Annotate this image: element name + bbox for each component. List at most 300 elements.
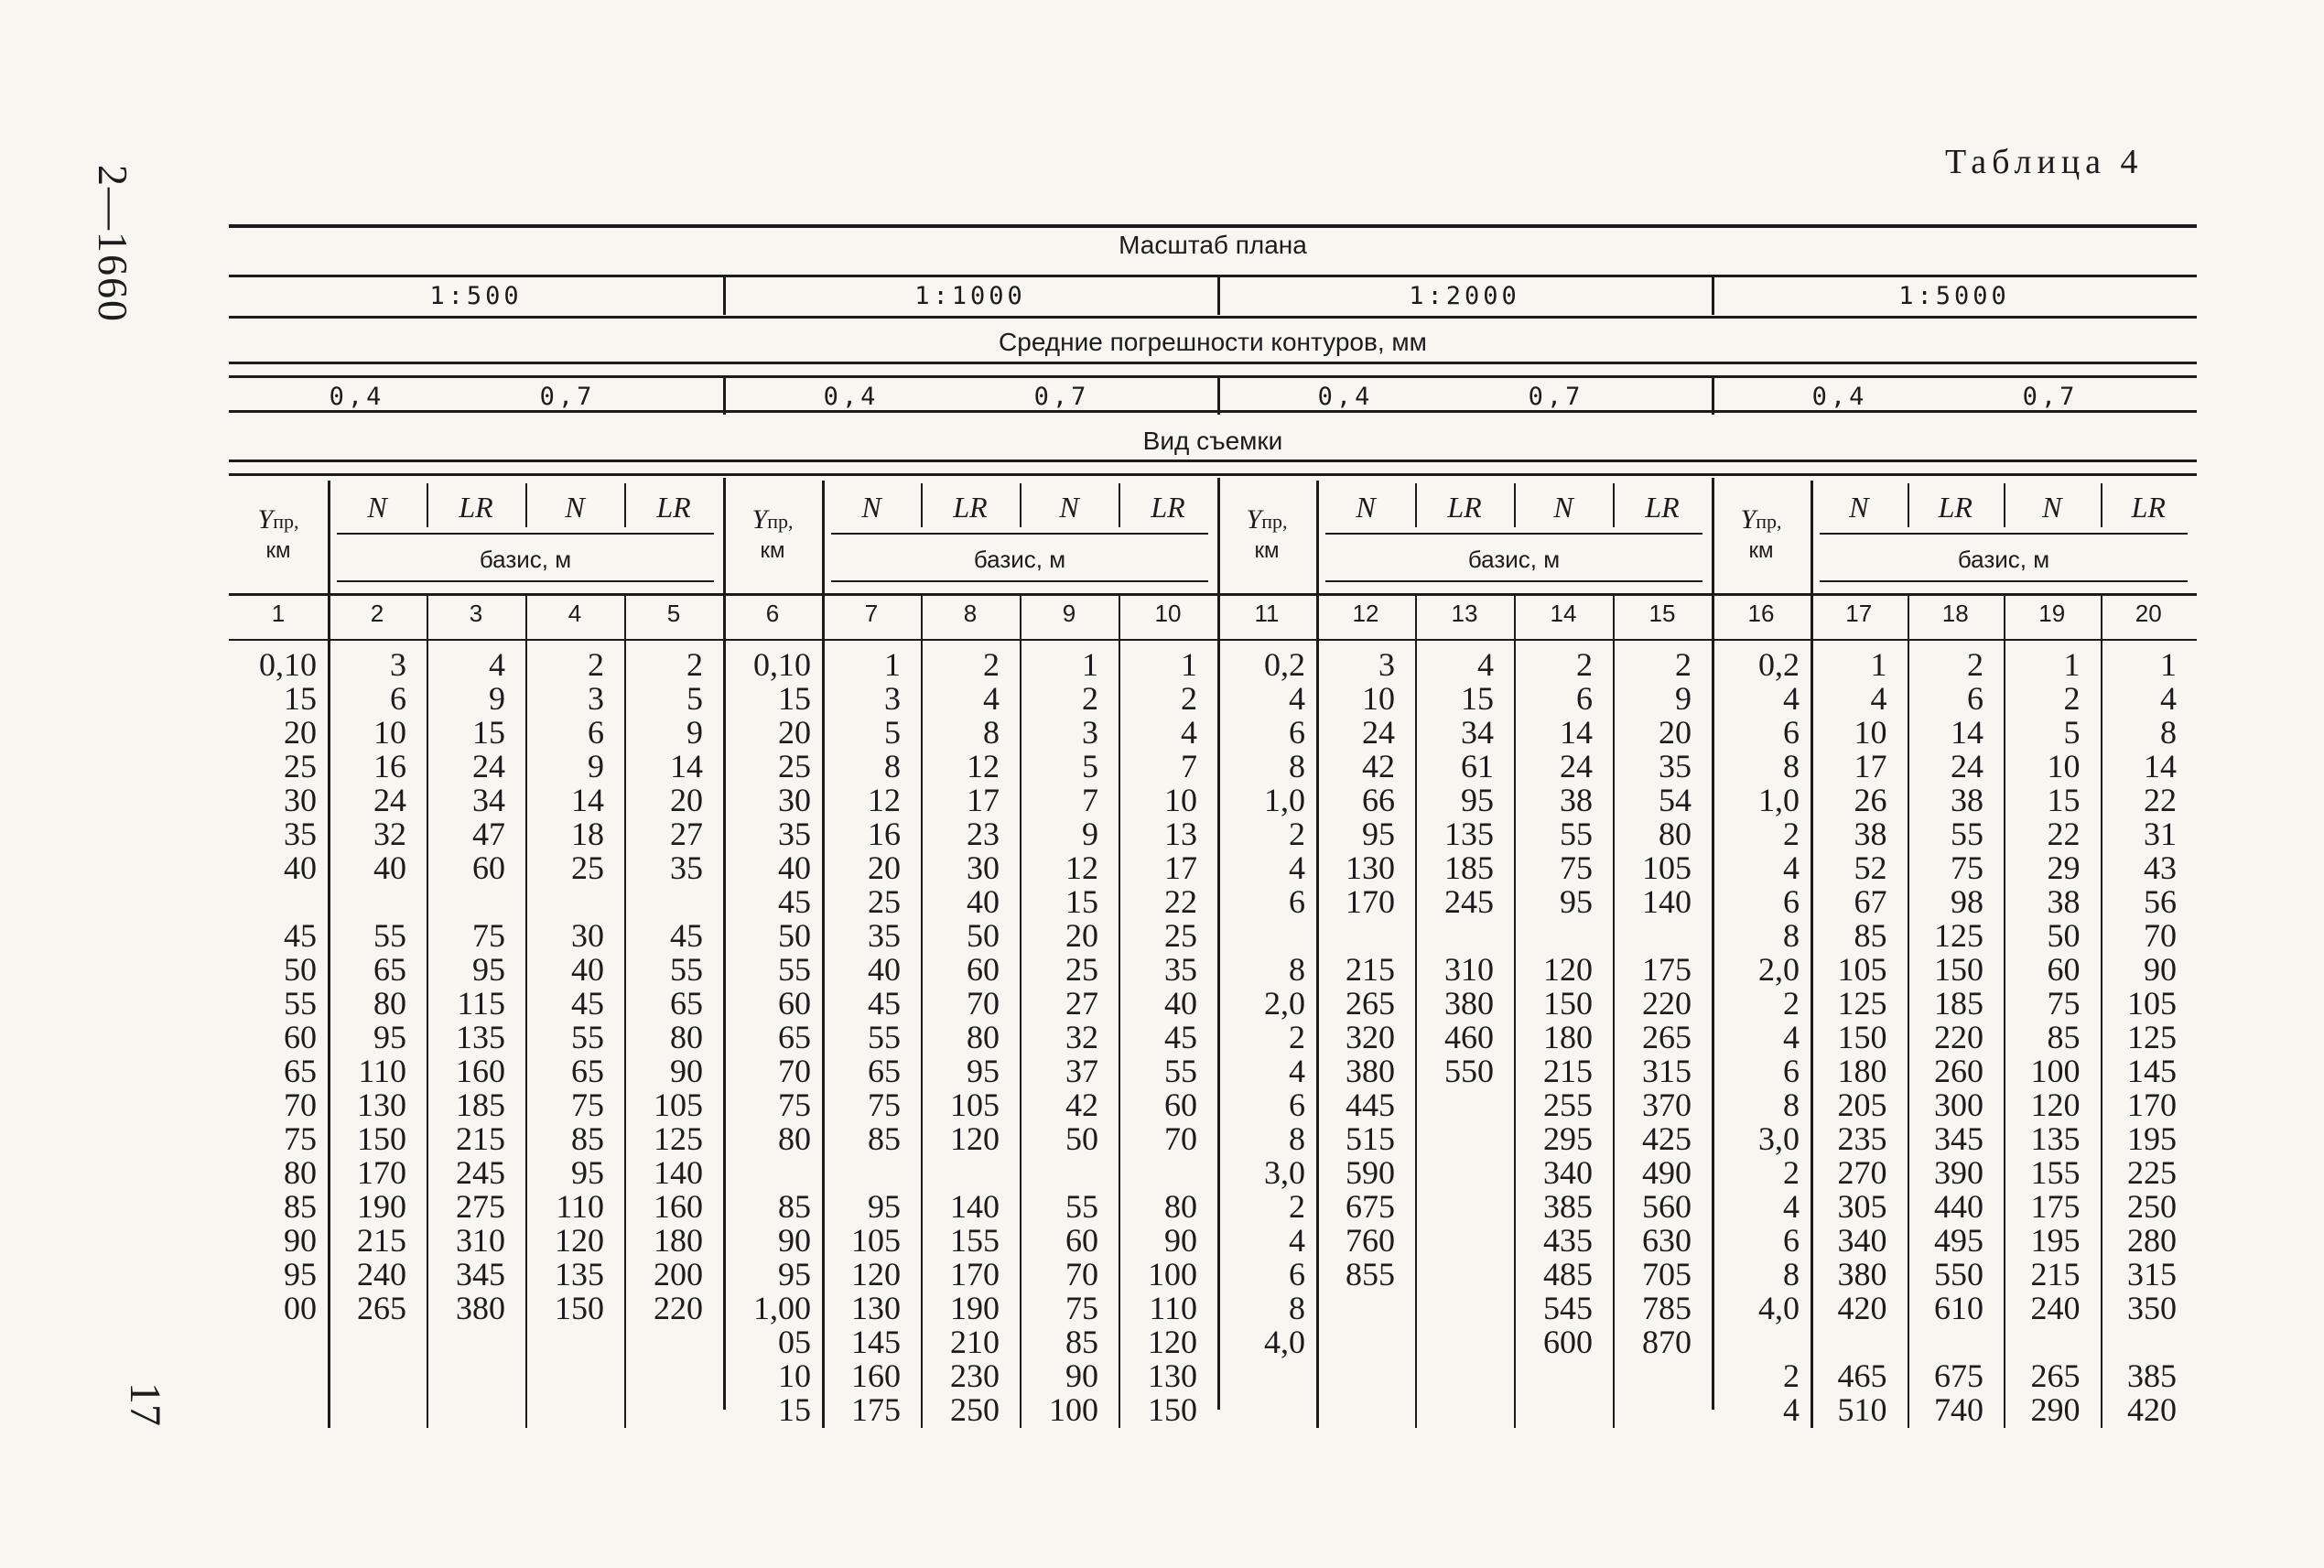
- table-cell: 215: [1543, 1053, 1593, 1089]
- table-cell: 305: [1837, 1188, 1887, 1225]
- table-cell: 740: [1934, 1391, 1984, 1428]
- table-cell: 485: [1543, 1256, 1593, 1292]
- table-cell: 4: [1783, 680, 1800, 717]
- table-cell: 20: [284, 714, 317, 751]
- table-cell: 14: [1951, 714, 1984, 751]
- table-cell: 1: [884, 646, 901, 683]
- table-cell: 95: [1560, 883, 1593, 920]
- table-cell: 6: [1783, 714, 1800, 751]
- basis-rule: [831, 533, 1208, 535]
- table-cell: 1: [2063, 646, 2081, 683]
- table-cell: 6: [1967, 680, 1984, 717]
- table-cell: 70: [1164, 1120, 1197, 1157]
- table-cell: 50: [967, 917, 1000, 954]
- table-cell: 2: [1289, 1188, 1305, 1225]
- table-cell: 10: [1362, 680, 1395, 717]
- table-cell: 40: [1164, 985, 1197, 1022]
- table-cell: 5: [884, 714, 901, 751]
- table-cell: 40: [373, 849, 406, 886]
- table-cell: 5: [1082, 748, 1098, 784]
- table-cell: 42: [1362, 748, 1395, 784]
- table-cell: 8: [884, 748, 901, 784]
- table-cell: 45: [284, 917, 317, 954]
- table-cell: 38: [2047, 883, 2081, 920]
- table-cell: 35: [778, 816, 811, 852]
- table-cell: 6: [1289, 1256, 1305, 1292]
- table-cell: 610: [1934, 1290, 1984, 1326]
- table-cell: [525, 885, 604, 919]
- table-cell: 25: [778, 748, 811, 784]
- y-label: Y: [1740, 504, 1757, 535]
- table-cell: 34: [1461, 714, 1494, 751]
- table-cell: 6: [1289, 714, 1305, 751]
- table-cell: 30: [778, 782, 811, 818]
- table-cell: 17: [967, 782, 1000, 818]
- survey-type-label: N: [1356, 491, 1376, 524]
- horizontal-rule: [229, 316, 2197, 319]
- table-cell: 1,0: [1264, 782, 1305, 818]
- table-cell: 8: [1289, 1120, 1305, 1157]
- column-number: 12: [1352, 600, 1379, 627]
- table-cell: 80: [1164, 1188, 1197, 1225]
- table-cell: 190: [950, 1290, 1000, 1326]
- table-cell: [328, 1325, 406, 1359]
- y-column: [1712, 648, 1800, 1427]
- table-cell: 2: [1783, 1357, 1800, 1394]
- horizontal-rule: [229, 473, 2197, 476]
- table-cell: 135: [555, 1256, 604, 1292]
- error-value: 0,4: [1317, 383, 1374, 411]
- table-cell: 15: [1065, 883, 1098, 920]
- table-cell: 14: [2144, 748, 2177, 784]
- column-number: 8: [963, 600, 978, 627]
- column-divider: [2101, 483, 2102, 527]
- table-cell: 240: [2030, 1290, 2081, 1326]
- table-cell: 150: [1543, 985, 1593, 1022]
- table-cell: [229, 1359, 317, 1393]
- table-cell: [525, 1359, 604, 1393]
- table-cell: 90: [2144, 951, 2177, 988]
- table-cell: 870: [1642, 1324, 1692, 1360]
- survey-type-label: N: [2042, 491, 2062, 524]
- table-cell: 31: [2144, 816, 2177, 852]
- table-cell: [1316, 1292, 1395, 1325]
- table-cell: 32: [373, 816, 406, 852]
- survey-type-label: N: [565, 491, 585, 524]
- table-cell: 20: [1659, 714, 1692, 751]
- column-number: 6: [765, 600, 780, 627]
- basis-label: базис, м: [479, 546, 572, 573]
- column-divider: [624, 483, 626, 527]
- table-cell: 23: [967, 816, 1000, 852]
- column-number: 10: [1154, 600, 1182, 627]
- table-cell: 190: [357, 1188, 406, 1225]
- table-cell: 2: [983, 646, 1000, 683]
- survey-type-label: LR: [2131, 491, 2166, 524]
- table-cell: 105: [851, 1222, 901, 1259]
- table-cell: 8: [1783, 917, 1800, 954]
- table-cell: 4: [489, 646, 505, 683]
- table-cell: 50: [2047, 917, 2081, 954]
- table-cell: 60: [2047, 951, 2081, 988]
- table-cell: 34: [472, 782, 505, 818]
- table-cell: 52: [1854, 849, 1887, 886]
- table-cell: 495: [1934, 1222, 1984, 1259]
- column-number: 17: [1845, 600, 1873, 627]
- table-cell: 2: [1967, 646, 1984, 683]
- table-cell: 3: [588, 680, 604, 717]
- survey-type-label: LR: [953, 491, 988, 524]
- table-cell: 0,10: [753, 646, 811, 683]
- table-cell: [328, 885, 406, 919]
- table-cell: [229, 885, 317, 919]
- table-cell: 70: [2144, 917, 2177, 954]
- table-cell: 45: [868, 985, 901, 1022]
- table-cell: 17: [1164, 849, 1197, 886]
- table-cell: [2004, 1325, 2081, 1359]
- table-cell: 235: [1837, 1120, 1887, 1157]
- table-cell: 65: [670, 985, 703, 1022]
- table-cell: [624, 885, 703, 919]
- table-cell: 100: [1049, 1391, 1098, 1428]
- table-cell: 100: [1148, 1256, 1197, 1292]
- table-cell: 4,0: [1758, 1290, 1800, 1326]
- table-cell: [427, 1393, 505, 1427]
- error-divider: [723, 378, 726, 415]
- table-cell: [229, 1325, 317, 1359]
- column-number: 2: [370, 600, 384, 627]
- table-cell: 150: [1934, 951, 1984, 988]
- horizontal-rule: [229, 275, 2197, 277]
- table-cell: [525, 1325, 604, 1359]
- column-divider: [427, 483, 428, 527]
- error-value: 0,4: [823, 383, 880, 411]
- survey-type-label: N: [1059, 491, 1079, 524]
- table-cell: 105: [1642, 849, 1692, 886]
- table-cell: 120: [851, 1256, 901, 1292]
- table-cell: 2: [1783, 1154, 1800, 1191]
- table-cell: 22: [1164, 883, 1197, 920]
- table-cell: 2: [1783, 985, 1800, 1022]
- error-value: 0,4: [1811, 383, 1868, 411]
- table-cell: 60: [1065, 1222, 1098, 1259]
- table-cell: 45: [1164, 1019, 1197, 1055]
- table-cell: 4: [1289, 849, 1305, 886]
- table-cell: 50: [1065, 1120, 1098, 1157]
- table-cell: 37: [1065, 1053, 1098, 1089]
- table-cell: 55: [1560, 816, 1593, 852]
- table-cell: 95: [967, 1053, 1000, 1089]
- table-cell: 230: [950, 1357, 1000, 1394]
- table-cell: 9: [489, 680, 505, 717]
- table-cell: 16: [373, 748, 406, 784]
- table-cell: 75: [778, 1087, 811, 1123]
- table-cell: 98: [1951, 883, 1984, 920]
- table-cell: 80: [778, 1120, 811, 1157]
- table-cell: 170: [1346, 883, 1395, 920]
- table-cell: 70: [1065, 1256, 1098, 1292]
- table-cell: 45: [571, 985, 604, 1022]
- table-cell: [1217, 1359, 1305, 1393]
- table-cell: 215: [1346, 951, 1395, 988]
- table-cell: 32: [1065, 1019, 1098, 1055]
- table-cell: 675: [1934, 1357, 1984, 1394]
- table-cell: 90: [1164, 1222, 1197, 1259]
- table-cell: 7: [1181, 748, 1197, 784]
- table-cell: 4: [1477, 646, 1494, 683]
- table-cell: 25: [1065, 951, 1098, 988]
- table-cell: 1,0: [1758, 782, 1800, 818]
- column-number: 18: [1941, 600, 1969, 627]
- table-cell: 120: [950, 1120, 1000, 1157]
- table-cell: 17: [1854, 748, 1887, 784]
- scale-value: 1:500: [429, 282, 523, 310]
- table-cell: 55: [1164, 1053, 1197, 1089]
- table-cell: 310: [456, 1222, 505, 1259]
- column-number: 7: [864, 600, 879, 627]
- scale-value: 1:1000: [914, 282, 1026, 310]
- table-cell: 10: [778, 1357, 811, 1394]
- table-cell: 170: [950, 1256, 1000, 1292]
- table-cell: 3,0: [1758, 1120, 1800, 1157]
- table-cell: 160: [851, 1357, 901, 1394]
- table-cell: 225: [2127, 1154, 2177, 1191]
- table-cell: 155: [2030, 1154, 2081, 1191]
- table-cell: 420: [2127, 1391, 2177, 1428]
- side-note: 2—1660: [90, 165, 136, 323]
- table-cell: [1613, 919, 1692, 953]
- table-cell: 300: [1934, 1087, 1984, 1123]
- table-cell: 85: [571, 1120, 604, 1157]
- table-cell: 80: [967, 1019, 1000, 1055]
- table-cell: 40: [284, 849, 317, 886]
- table-cell: 80: [284, 1154, 317, 1191]
- column-number: 3: [469, 600, 483, 627]
- table-cell: 140: [950, 1188, 1000, 1225]
- table-cell: 265: [1346, 985, 1395, 1022]
- table-cell: 210: [950, 1324, 1000, 1360]
- y-label: Y: [1246, 504, 1262, 535]
- table-cell: 265: [1642, 1019, 1692, 1055]
- value-column-4: [1119, 648, 1197, 1427]
- basis-label: базис, м: [1957, 546, 2050, 573]
- basis-rule: [1820, 580, 2188, 582]
- table-cell: [1514, 1359, 1593, 1393]
- error-value: 0,7: [1528, 383, 1584, 411]
- table-cell: 170: [2127, 1087, 2177, 1123]
- table-cell: 460: [1444, 1019, 1494, 1055]
- table-cell: [1415, 1122, 1494, 1156]
- table-cell: [427, 1359, 505, 1393]
- y-unit: км: [265, 537, 291, 563]
- table-cell: [1908, 1325, 1984, 1359]
- table-cell: 20: [670, 782, 703, 818]
- table-cell: 27: [1065, 985, 1098, 1022]
- table-cell: 250: [2127, 1188, 2177, 1225]
- table-cell: 60: [284, 1019, 317, 1055]
- horizontal-rule: [229, 375, 2197, 378]
- y-column: [229, 648, 317, 1427]
- table-cell: 75: [472, 917, 505, 954]
- survey-type-label: N: [1849, 491, 1869, 524]
- y-header: [723, 505, 822, 563]
- table-cell: [2101, 1325, 2178, 1359]
- table-cell: 25: [284, 748, 317, 784]
- basis-rule: [831, 580, 1208, 582]
- column-number: 16: [1747, 600, 1775, 627]
- table-cell: 15: [472, 714, 505, 751]
- table-cell: 445: [1346, 1087, 1395, 1123]
- table-cell: 4: [1783, 849, 1800, 886]
- table-cell: 140: [654, 1154, 703, 1191]
- table-cell: 10: [2047, 748, 2081, 784]
- table-cell: 40: [778, 849, 811, 886]
- table-cell: [1415, 1190, 1494, 1224]
- table-cell: [1415, 1292, 1494, 1325]
- table-cell: [1811, 1325, 1887, 1359]
- table-cell: 240: [357, 1256, 406, 1292]
- table-cell: 175: [1642, 951, 1692, 988]
- table-cell: 95: [571, 1154, 604, 1191]
- survey-type-label: LR: [459, 491, 493, 524]
- column-number: 1: [271, 600, 286, 627]
- table-cell: 4: [1783, 1019, 1800, 1055]
- survey-type-label: LR: [1447, 491, 1482, 524]
- table-cell: 270: [1837, 1154, 1887, 1191]
- table-cell: 35: [868, 917, 901, 954]
- table-cell: [1415, 1258, 1494, 1292]
- table-cell: 8: [1289, 1290, 1305, 1326]
- table-cell: [1316, 919, 1395, 953]
- y-unit: км: [760, 537, 785, 563]
- table-cell: 3,0: [1264, 1154, 1305, 1191]
- table-cell: 80: [670, 1019, 703, 1055]
- scale-value: 1:5000: [1898, 282, 2010, 310]
- table-cell: [1020, 1156, 1098, 1190]
- table-cell: 14: [571, 782, 604, 818]
- table-cell: 120: [2030, 1087, 2081, 1123]
- table-cell: 55: [1951, 816, 1984, 852]
- table-cell: 35: [1659, 748, 1692, 784]
- table-cell: 60: [472, 849, 505, 886]
- table-cell: [1316, 1325, 1395, 1359]
- table-cell: 60: [1164, 1087, 1197, 1123]
- table-cell: 45: [778, 883, 811, 920]
- table-cell: 185: [1934, 985, 1984, 1022]
- column-divider: [525, 483, 527, 527]
- table-cell: 50: [778, 917, 811, 954]
- table-cell: 180: [1543, 1019, 1593, 1055]
- table-cell: 255: [1543, 1087, 1593, 1123]
- table-cell: 280: [2127, 1222, 2177, 1259]
- table-cell: 380: [456, 1290, 505, 1326]
- table-cell: 510: [1837, 1391, 1887, 1428]
- table-cell: 260: [1934, 1053, 1984, 1089]
- table-cell: 105: [1837, 951, 1887, 988]
- value-column-2: [1908, 648, 1984, 1427]
- column-divider: [2004, 483, 2005, 527]
- table-cell: 43: [2144, 849, 2177, 886]
- table-cell: 200: [654, 1256, 703, 1292]
- table-cell: 65: [868, 1053, 901, 1089]
- survey-type-label: N: [861, 491, 881, 524]
- table-cell: 10: [373, 714, 406, 751]
- table-cell: 110: [358, 1053, 406, 1089]
- table-cell: 380: [1444, 985, 1494, 1022]
- table-cell: 120: [555, 1222, 604, 1259]
- table-cell: 56: [2144, 883, 2177, 920]
- horizontal-rule: [229, 639, 2197, 641]
- column-divider: [1415, 483, 1417, 527]
- table-cell: 85: [1854, 917, 1887, 954]
- value-column-1: [822, 648, 901, 1427]
- table-cell: 30: [967, 849, 1000, 886]
- table-cell: 3: [1082, 714, 1098, 751]
- scale-value: 1:2000: [1409, 282, 1520, 310]
- horizontal-rule: [229, 460, 2197, 462]
- scale-title: Масштаб плана: [1119, 231, 1307, 259]
- table-cell: 55: [778, 951, 811, 988]
- table-cell: [1119, 1156, 1197, 1190]
- table-cell: 2: [686, 646, 703, 683]
- table-cell: [1613, 1359, 1692, 1393]
- table-cell: 380: [1837, 1256, 1887, 1292]
- table-cell: [624, 1393, 703, 1427]
- table-cell: 385: [2127, 1357, 2177, 1394]
- table-cell: [427, 1325, 505, 1359]
- y-header: [229, 505, 328, 563]
- table-cell: 15: [284, 680, 317, 717]
- table-cell: 420: [1837, 1290, 1887, 1326]
- table-cell: 1: [1181, 646, 1197, 683]
- table-cell: 90: [1065, 1357, 1098, 1394]
- table-cell: 2: [1576, 646, 1593, 683]
- value-column-4: [624, 648, 703, 1427]
- table-cell: 65: [284, 1053, 317, 1089]
- table-cell: 14: [1560, 714, 1593, 751]
- scale-divider: [1217, 276, 1220, 315]
- error-value: 0,7: [539, 383, 596, 411]
- table-cell: 95: [373, 1019, 406, 1055]
- survey-type-label: LR: [1151, 491, 1185, 524]
- table-cell: 47: [472, 816, 505, 852]
- table-cell: 75: [868, 1087, 901, 1123]
- table-cell: 265: [357, 1290, 406, 1326]
- table-cell: 3: [1378, 646, 1395, 683]
- table-cell: 20: [778, 714, 811, 751]
- y-subscript: пр,: [273, 510, 299, 533]
- table-cell: 380: [1346, 1053, 1395, 1089]
- table-cell: 3: [390, 646, 406, 683]
- value-column-2: [427, 648, 505, 1427]
- table-cell: 390: [1934, 1154, 1984, 1191]
- table-cell: 90: [284, 1222, 317, 1259]
- survey-title: Вид съемки: [1142, 427, 1283, 455]
- table-cell: 465: [1837, 1357, 1887, 1394]
- table-cell: 2,0: [1758, 951, 1800, 988]
- value-column-1: [1316, 648, 1395, 1427]
- table-cell: 1,00: [753, 1290, 811, 1326]
- horizontal-rule: [229, 224, 2197, 228]
- column-number: 20: [2135, 600, 2162, 627]
- table-cell: 55: [571, 1019, 604, 1055]
- error-value: 0,7: [2022, 383, 2079, 411]
- table-cell: 85: [1065, 1324, 1098, 1360]
- table-cell: 26: [1854, 782, 1887, 818]
- table-cell: 35: [1164, 951, 1197, 988]
- table-cell: 6: [1576, 680, 1593, 717]
- table-cell: 45: [670, 917, 703, 954]
